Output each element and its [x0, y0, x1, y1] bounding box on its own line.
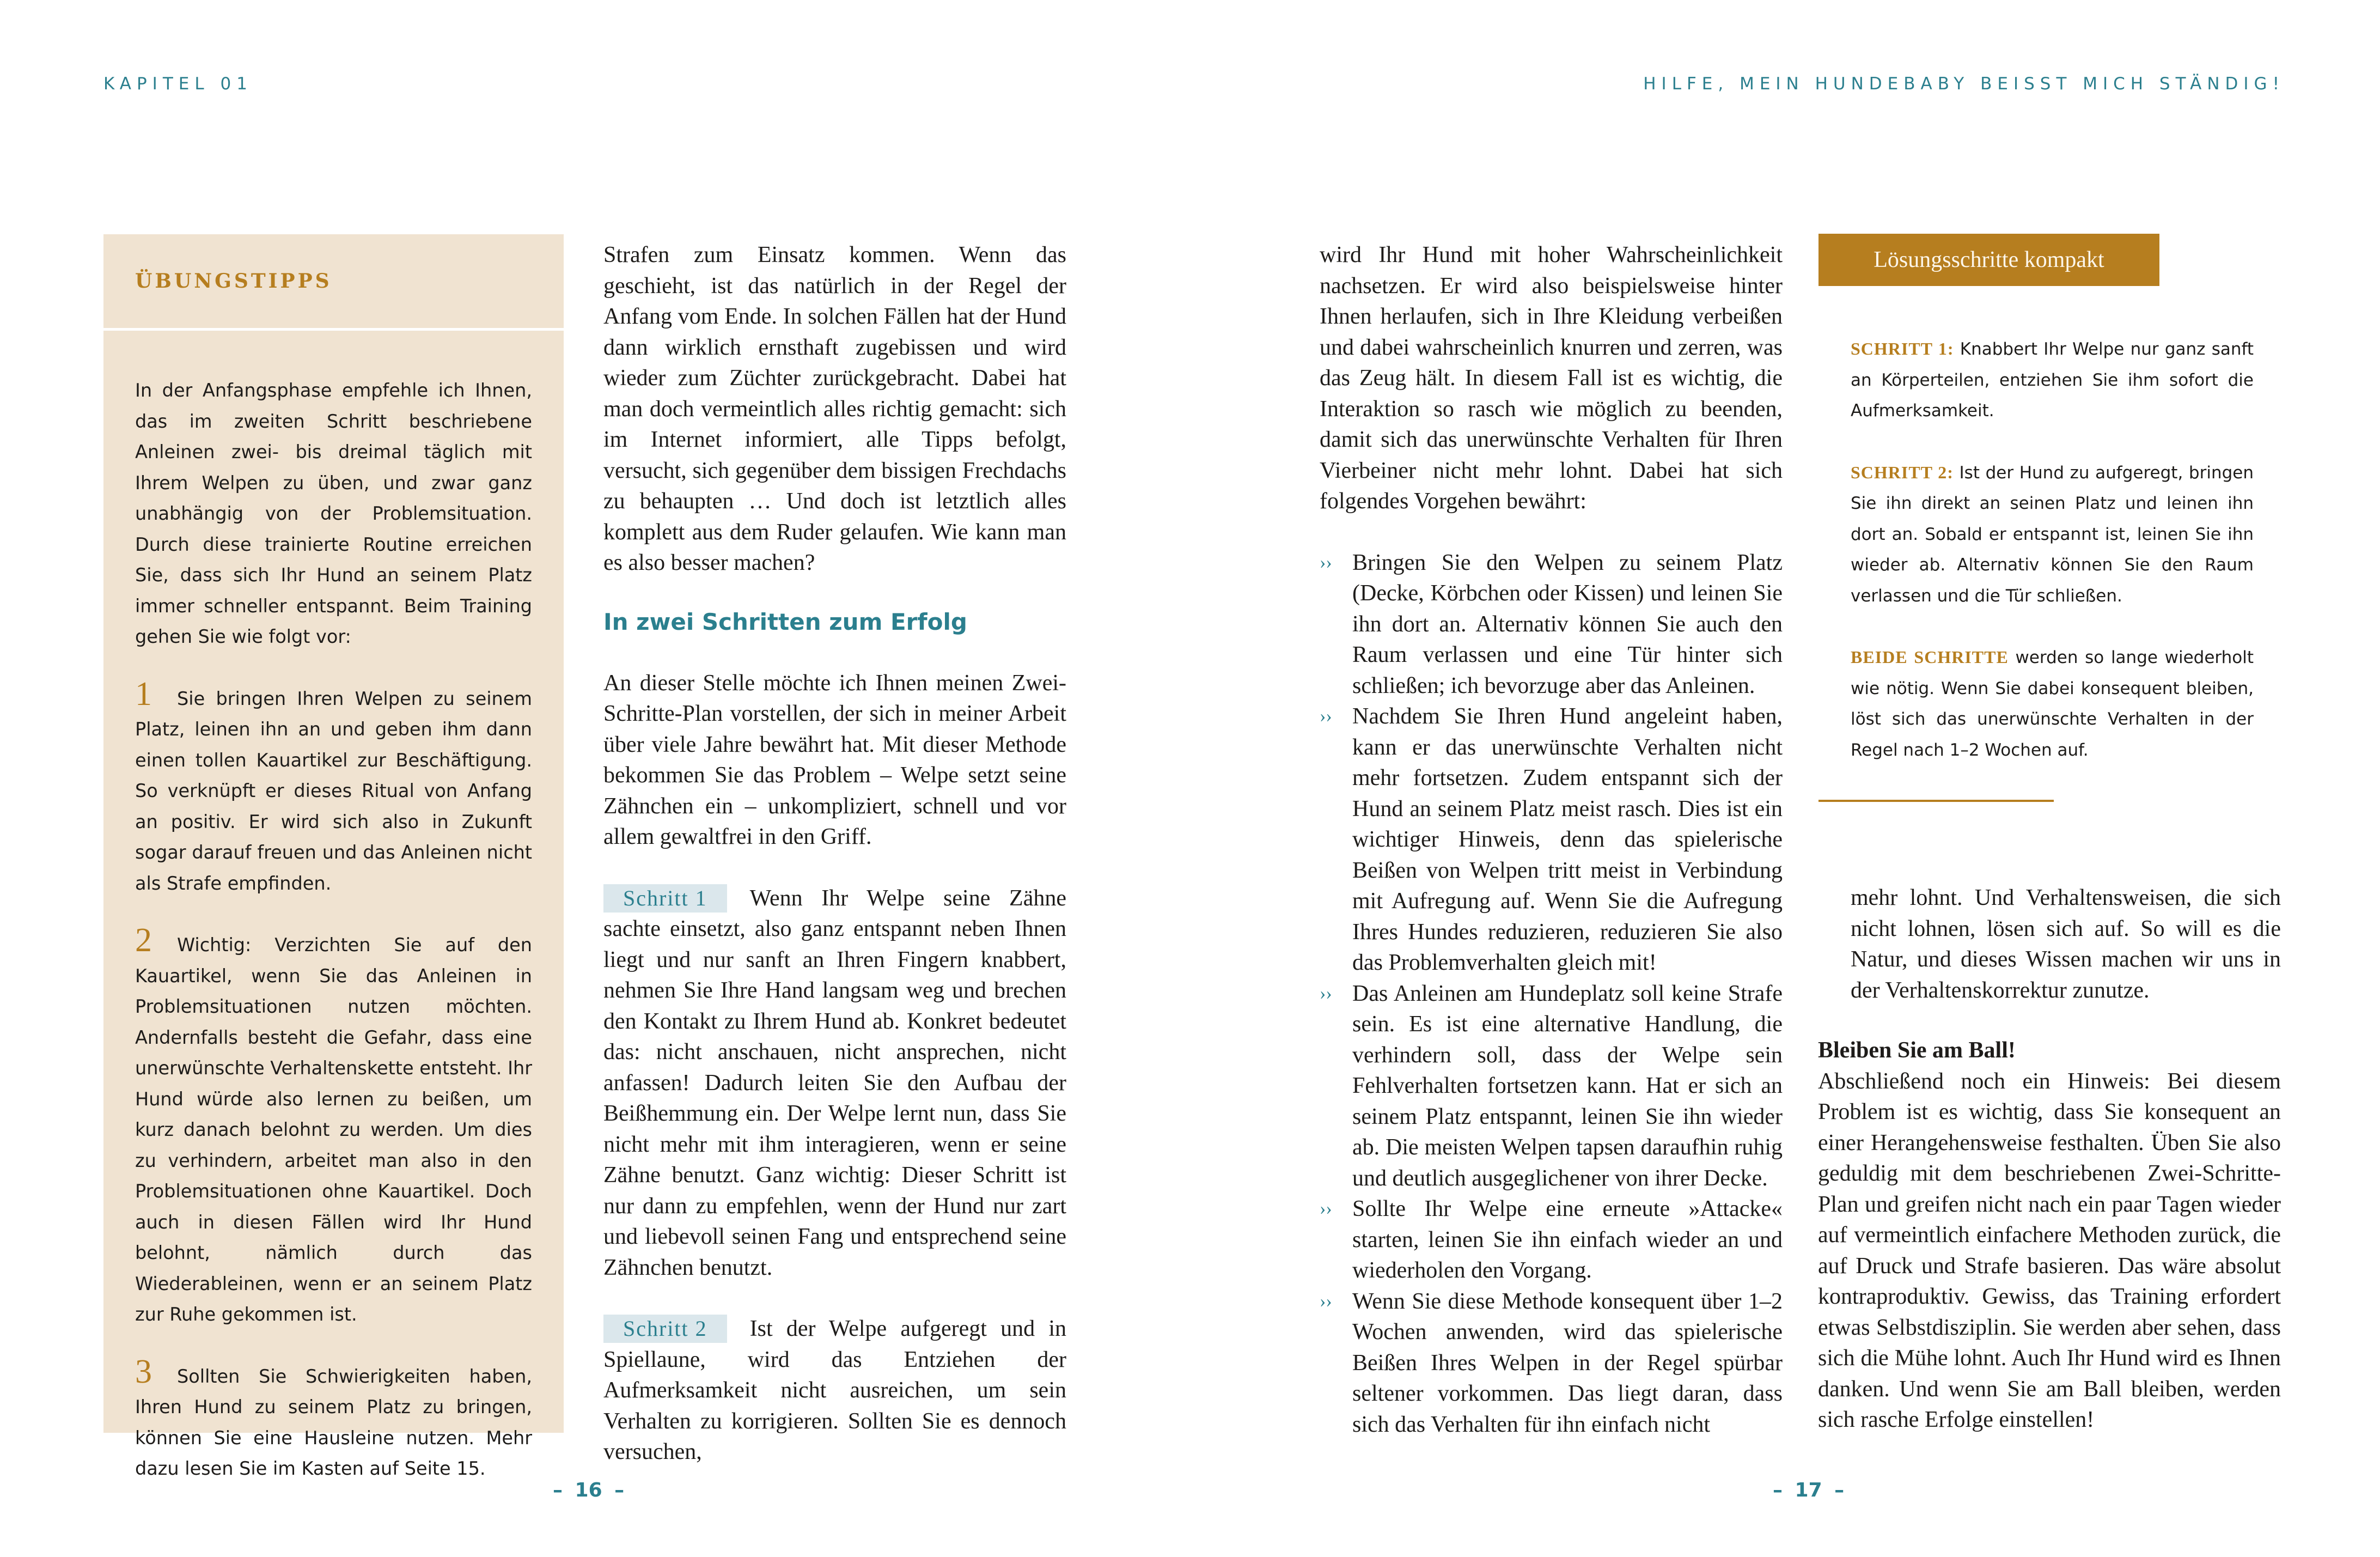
summary-both-steps: [1851, 642, 2254, 765]
list-item-text: Das Anleinen am Hundeplatz soll keine Strafe sein. Es ist eine alternative Handlung, die verhindern soll, dass der Welpe sein Fehlverhalten fortsetzen kann. Hat er sich an seinem Platz entspannt, leinen Sie ihn wieder ab. Die meisten Welpen tapsen daraufhin ruhig und deutlich ausgeglichener von ihrer Decke.: [1352, 981, 1783, 1191]
bullet-list: [1320, 548, 1783, 1440]
exercise-tips-sidebar: [103, 234, 564, 1479]
tip-text: Sollten Sie Schwierigkeiten haben, Ihren Hund zu seinem Platz zu bringen, können Sie eine Hausleine nutzen. Mehr dazu lesen Sie im Kasten auf Seite 15.: [135, 1365, 532, 1479]
summary-label: SCHRITT 1:: [1851, 339, 1954, 358]
list-item: [1320, 978, 1783, 1194]
tip-number: 3: [135, 1353, 152, 1390]
divider-rule: [1818, 800, 2054, 802]
step-1-paragraph: [603, 883, 1066, 1284]
tip-text: Sie bringen Ihren Welpen zu seinem Platz, leinen ihn an und geben ihm dann einen tollen Kauartikel zur Beschäftigung. So verknüpft er dieses Ritual von Anfang an positiv. Er wird sich also in Zukunft sogar darauf freuen und das Anleinen nicht als Strafe empfinden.: [135, 688, 532, 894]
double-chevron-icon: ››: [1320, 552, 1332, 573]
sidebar-title: ÜBUNGSTIPPS: [135, 270, 332, 293]
section-heading: In zwei Schritten zum Erfolg: [603, 608, 967, 635]
summary-box: [1851, 333, 2254, 796]
page17-closing-section: [1818, 1035, 2281, 1436]
body-paragraph: mehr lohnt. Und Verhaltensweisen, die sich nicht lohnen, lösen sich auf. So will es die Natur, und dieses Wissen machen wir uns in der Verhaltenskorrektur zunutze.: [1851, 885, 2281, 1003]
body-paragraph: An dieser Stelle möchte ich Ihnen meinen Zwei-Schritte-Plan vorstellen, der sich in meiner Arbeit über viele Jahre bewährt hat. Mit dieser Methode bekommen Sie das Problem – Welpe setzt seine Zähnchen ein – unkompliziert, schnell und vor allem gewaltfrei in den Griff.: [603, 670, 1066, 849]
sidebar-tip-3: [135, 1353, 532, 1485]
list-item-text: Nachdem Sie Ihren Hund angeleint haben, kann er das unerwünschte Verhalten nicht mehr fortsetzen. Zudem entspannt sich der Hund an seinem Platz meist rasch. Dies ist ein wichtiger Hinweis, denn das spielerische Beißen von Welpen tritt meist in Verbindung mit Aufregung auf. Wenn Sie die Aufregung Ihres Hundes reduzieren, reduzieren Sie also das Problemverhalten gleich mit!: [1352, 704, 1783, 975]
step-2-paragraph: [603, 1313, 1066, 1468]
page17-left-column: [1320, 240, 1783, 1440]
double-chevron-icon: ››: [1320, 706, 1332, 726]
page-number-16: – 16 –: [553, 1479, 625, 1501]
running-head-title: HILFE, MEIN HUNDEBABY BEISST MICH STÄNDIG!: [1643, 74, 2285, 94]
sidebar-body: [103, 331, 564, 1479]
summary-step-1: [1851, 333, 2254, 427]
section-heading: Bleiben Sie am Ball!: [1818, 1038, 2016, 1063]
tip-text: Wichtig: Verzichten Sie auf den Kauartikel, wenn Sie das Anleinen in Problemsituationen nutzen möchten. Andernfalls besteht die Gefahr, dass eine unerwünschte Verhaltenskette entsteht. Ihr Hund würde also lernen zu beißen, um kurz danach belohnt zu werden. Um dies zu verhindern, arbeitet man also in den Problemsituationen ohne Kauartikel. Doch auch in diesen Fällen wird Ihr Hund belohnt, nämlich durch das Wiederableinen, wenn er an seinem Platz zur Ruhe gekommen ist.: [135, 934, 532, 1325]
sidebar-intro: In der Anfangsphase empfehle ich Ihnen, das im zweiten Schritt beschriebene Anleinen zwei- bis dreimal täglich mit Ihrem Welpen zu üben, und zwar ganz unabhängig von der Problemsituation. Durch diese trainierte Routine erreichen Sie, dass sich Ihr Hund an seinem Platz immer schneller entspannt. Beim Training gehen Sie wie folgt vor:: [135, 380, 532, 647]
body-paragraph: wird Ihr Hund mit hoher Wahrscheinlichkeit nachsetzen. Er wird also beispielsweise hinter Ihnen herlaufen, sich in Ihre Kleidung verbeißen und dabei wahrscheinlich knurren und zerren, was das Zeug hält. In diesem Fall ist es wichtig, die Interaktion so rasch wie möglich zu beenden, damit sich das unerwünschte Verhalten für Ihren Vierbeiner nicht mehr lohnt. Dabei hat sich folgendes Vorgehen bewährt:: [1320, 242, 1783, 514]
tip-number: 2: [135, 922, 152, 959]
body-paragraph: Abschließend noch ein Hinweis: Bei diesem Problem ist es wichtig, dass Sie konsequent an einer Herangehensweise festhalten. Üben Sie also geduldig mit dem beschriebenen Zwei-Schritte-Plan und greifen nicht nach ein paar Tagen wieder auf vermeintlich einfachere Methoden zurück, die auf Druck und Strafe basieren. Das wäre absolut kontraproduktiv. Gewiss, das Training erfordert etwas Selbstdisziplin. Sie werden aber sehen, dass sich die Mühe lohnt. Auch Ihr Hund wird es Ihnen danken. Und wenn Sie am Ball bleiben, werden sich rasche Erfolge einstellen!: [1818, 1068, 2281, 1432]
page16-main-column: [603, 240, 1066, 1468]
list-item-text: Bringen Sie den Welpen zu seinem Platz (Decke, Körbchen oder Kissen) und leinen Sie ihn dort an. Alternativ können Sie auch den Raum verlassen und eine Tür hinter sich schließen; ich bevorzuge aber das Anleinen.: [1352, 550, 1783, 698]
list-item: [1320, 548, 1783, 702]
double-chevron-icon: ››: [1320, 983, 1332, 1003]
list-item: [1320, 1286, 1783, 1440]
step-text: Wenn Ihr Welpe seine Zähne sachte einsetzt, also ganz entspannt neben Ihnen liegt und nur sanft an Ihren Fingern knabbert, nehmen Sie Ihre Hand langsam weg und brechen den Kontakt zu Ihrem Hund ab. Konkret bedeutet das: nicht anschauen, nicht ansprechen, nicht anfassen! Dadurch leiten Sie den Aufbau der Beißhemmung ein. Der Welpe lernt nun, dass Sie nicht mehr mit ihm interagieren, wenn er seine Zähne benutzt. Ganz wichtig: Dieser Schritt ist nur dann zu empfehlen, wenn der Hund nur zart und liebevoll seinen Fang und entsprechend seine Zähnchen benutzt.: [603, 885, 1066, 1280]
list-item: [1320, 701, 1783, 978]
step-2-tag: Schritt 2: [603, 1315, 727, 1343]
double-chevron-icon: ››: [1320, 1291, 1332, 1311]
summary-text: Knabbert Ihr Welpe nur ganz sanft an Körperteilen, entziehen Sie ihm sofort die Aufmerksamkeit.: [1851, 339, 2254, 421]
running-head-chapter: KAPITEL 01: [103, 74, 253, 94]
step-text: Ist der Welpe aufgeregt und in Spiellaune, wird das Entziehen der Aufmerksamkeit nicht ausreichen, um sein Verhalten zu korrigieren. Sollten Sie es dennoch versuchen,: [603, 1316, 1066, 1464]
page17-continuation: [1851, 883, 2281, 1006]
page-number-17: – 17 –: [1773, 1479, 1845, 1501]
body-paragraph: Strafen zum Einsatz kommen. Wenn das geschieht, ist das natürlich in der Regel der Anfang vom Ende. In solchen Fällen hat der Hund dann wirklich ernsthaft zugebissen und wird wieder zum Züchter zurückgebracht. Dabei hat man doch vermeintlich alles richtig gemacht: sich im Internet informiert, alle Tipps befolgt, versucht, sich gegenüber dem bissigen Frechdachs zu behaupten … Und doch ist letztlich alles komplett aus dem Ruder gelaufen. Wie kann man es also besser machen?: [603, 242, 1066, 575]
tip-number: 1: [135, 675, 152, 713]
summary-text: Ist der Hund zu aufgeregt, bringen Sie ihn direkt an seinen Platz und leinen ihn dort an. Sobald er entspannt ist, leinen Sie ihn wieder ab. Alternativ können Sie den Raum verlassen und die Tür schließen.: [1851, 463, 2254, 606]
summary-text: werden so lange wiederholt wie nötig. Wenn Sie dabei konsequent bleiben, löst sich das unerwünschte Verhalten in der Regel nach 1–2 Wochen auf.: [1851, 648, 2254, 760]
sidebar-header: [103, 234, 564, 328]
summary-label: SCHRITT 2:: [1851, 462, 1954, 482]
list-item-text: Wenn Sie diese Methode konsequent über 1–2 Wochen anwenden, wird das spielerische Beißen Ihres Welpen in der Regel spürbar seltener vorkommen. Das liegt daran, dass sich das Verhalten für ihn einfach nicht: [1352, 1288, 1783, 1437]
summary-box-title: Lösungsschritte kompakt: [1818, 234, 2159, 286]
list-item: [1320, 1194, 1783, 1286]
double-chevron-icon: ››: [1320, 1199, 1332, 1219]
list-item-text: Sollte Ihr Welpe eine erneute »Attacke« starten, leinen Sie ihn einfach wieder an und wiederholen den Vorgang.: [1352, 1196, 1783, 1283]
sidebar-tip-2: [135, 922, 532, 1330]
summary-step-2: [1851, 457, 2254, 612]
step-1-tag: Schritt 1: [603, 884, 727, 913]
sidebar-tip-1: [135, 675, 532, 899]
summary-label: BEIDE SCHRITTE: [1851, 647, 2009, 667]
